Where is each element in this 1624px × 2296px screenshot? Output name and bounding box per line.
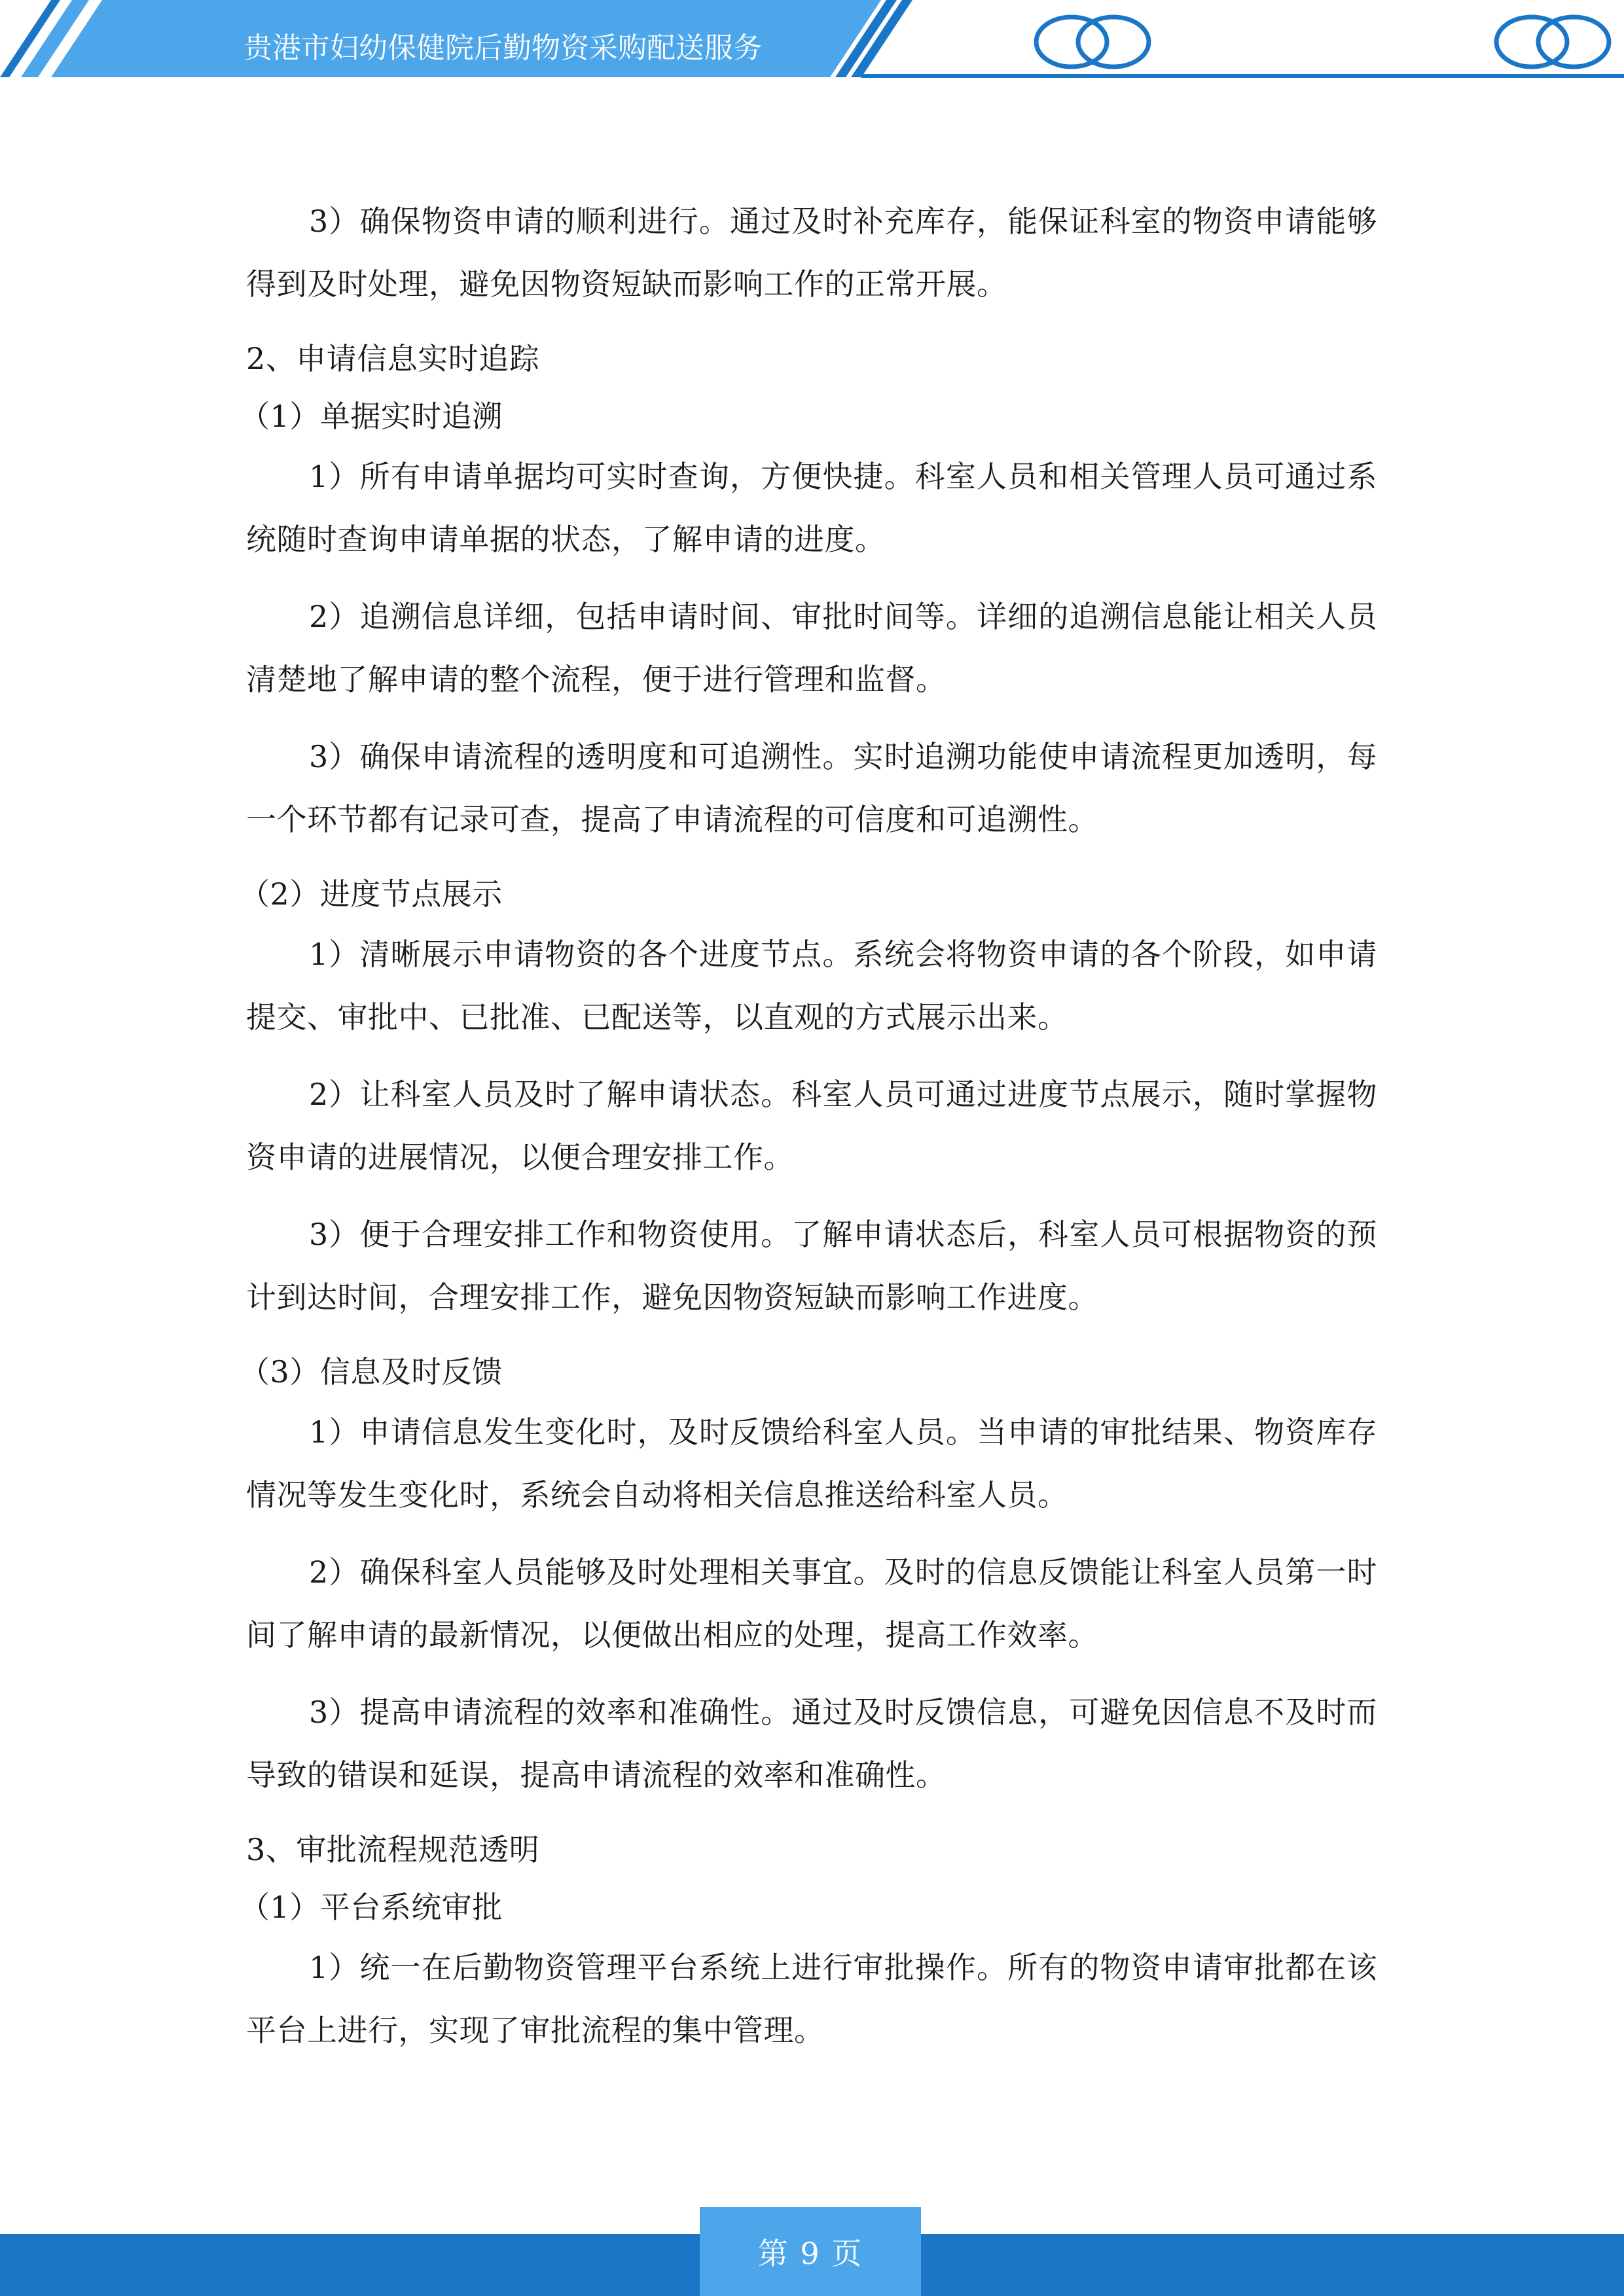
paragraph: 2）确保科室人员能够及时处理相关事宜。及时的信息反馈能让科室人员第一时间了解申请的最新情况，以便做出相应的处理，提高工作效率。 xyxy=(246,1554,1377,1653)
paragraph: 1）清晰展示申请物资的各个进度节点。系统会将物资申请的各个阶段，如申请提交、审批中、已批准、已配送等，以直观的方式展示出来。 xyxy=(246,937,1377,1035)
page-number: 第 9 页 xyxy=(757,2236,863,2271)
section-heading: 3、审批流程规范透明 xyxy=(246,1832,540,1867)
page-number-tab xyxy=(700,2207,921,2296)
header-title: 贵港市妇幼保健院后勤物资采购配送服务 xyxy=(244,31,762,65)
paragraph: 3）确保申请流程的透明度和可追溯性。实时追溯功能使申请流程更加透明，每一个环节都有记录可查，提高了申请流程的可信度和可追溯性。 xyxy=(246,739,1377,837)
paragraph: 1）统一在后勤物资管理平台系统上进行审批操作。所有的物资申请审批都在该平台上进行，实现了审批流程的集中管理。 xyxy=(246,1950,1377,2048)
rings-logo-icon xyxy=(1036,17,1149,67)
paragraph: 2）追溯信息详细，包括申请时间、审批时间等。详细的追溯信息能让相关人员清楚地了解申请的整个流程，便于进行管理和监督。 xyxy=(246,599,1377,697)
section-heading: 2、申请信息实时追踪 xyxy=(246,341,540,376)
paragraph: 3）便于合理安排工作和物资使用。了解申请状态后，科室人员可根据物资的预计到达时间，合理安排工作，避免因物资短缺而影响工作进度。 xyxy=(246,1217,1377,1315)
paragraph: 1）申请信息发生变化时，及时反馈给科室人员。当申请的审批结果、物资库存情况等发生变化时，系统会自动将相关信息推送给科室人员。 xyxy=(246,1414,1377,1513)
document-body xyxy=(240,190,1377,2076)
paragraph: 3）提高申请流程的效率和准确性。通过及时反馈信息，可避免因信息不及时而导致的错误和延误，提高申请流程的效率和准确性。 xyxy=(246,1695,1377,1793)
subsection-heading: （1）平台系统审批 xyxy=(240,1890,503,1925)
paragraph: 1）所有申请单据均可实时查询，方便快捷。科室人员和相关管理人员可通过系统随时查询申请单据的状态，了解申请的进度。 xyxy=(246,459,1377,557)
subsection-heading: （3）信息及时反馈 xyxy=(240,1354,503,1390)
subsection-heading: （1）单据实时追溯 xyxy=(240,399,503,434)
rings-logo-icon-right xyxy=(1496,17,1609,67)
paragraph: 2）让科室人员及时了解申请状态。科室人员可通过进度节点展示，随时掌握物资申请的进展情况，以便合理安排工作。 xyxy=(246,1077,1377,1175)
paragraph: 3）确保物资申请的顺利进行。通过及时补充库存，能保证科室的物资申请能够得到及时处理，避免因物资短缺而影响工作的正常开展。 xyxy=(246,204,1377,302)
subsection-heading: （2）进度节点展示 xyxy=(240,876,503,912)
